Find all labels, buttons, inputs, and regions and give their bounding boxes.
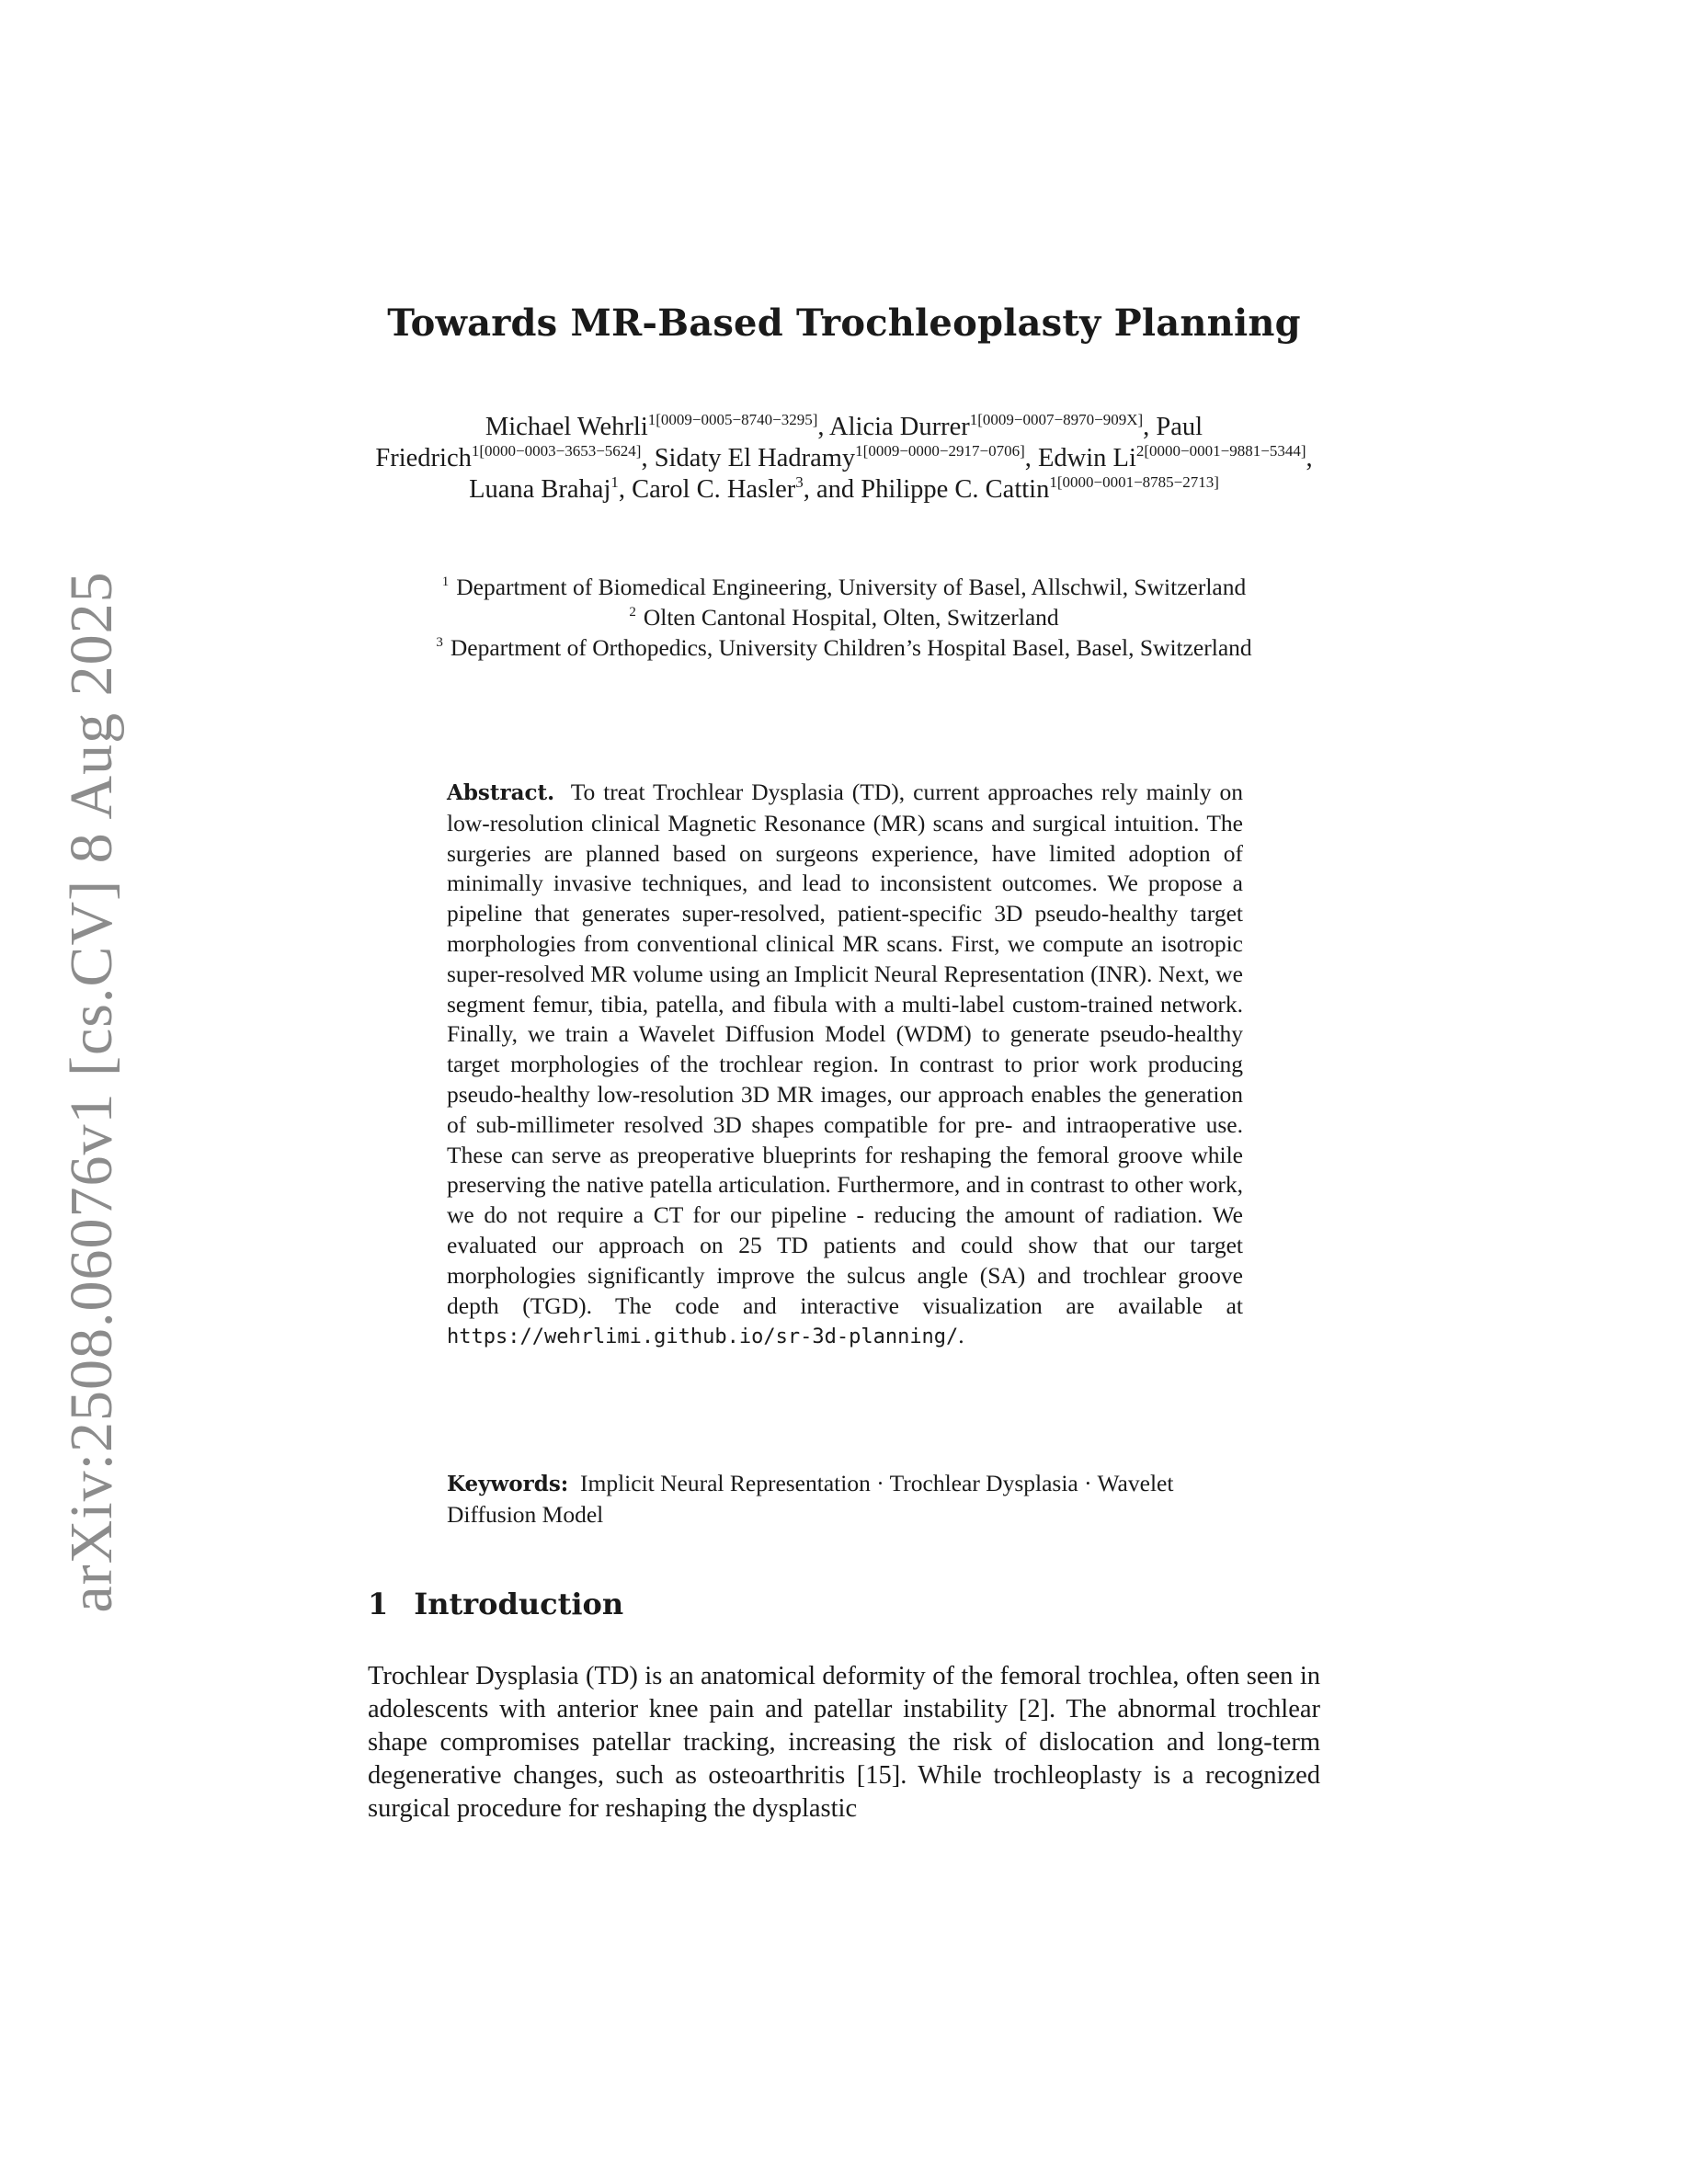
author-orcid: 2[0000−0001−9881−5344] bbox=[1135, 442, 1306, 460]
author: Sidaty El Hadramy$^{1[0009-0000-2917-0706]}$, bbox=[654, 442, 1039, 472]
author: Alicia Durrer$^{1[0009-0007-8970-909X]}$, bbox=[829, 411, 1157, 441]
paper-title: Towards MR-Based Trochleoplasty Planning bbox=[387, 301, 1301, 345]
affiliation-list bbox=[368, 572, 1320, 663]
affiliation: $^2$ Olten Cantonal Hospital, Olten, Switzerland bbox=[629, 604, 1059, 631]
affiliation: $^3$ Department of Orthopedics, University Children’s Hospital Basel, Basel, Switzerland bbox=[436, 634, 1252, 661]
author: Carol C. Hasler$^3$, and bbox=[632, 473, 861, 504]
author-orcid: 1[0009−0007−8970−909X] bbox=[969, 411, 1144, 428]
affiliation-number: 3 bbox=[436, 635, 443, 650]
author: Edwin $Li^{2[0000-0001-9881-5344]}$, bbox=[1038, 442, 1313, 472]
keywords bbox=[447, 1469, 1243, 1530]
section-heading bbox=[368, 1587, 623, 1621]
author: Michael Wehrli$^{1[0009-0005-8740-3295]}$, bbox=[485, 411, 830, 441]
author-orcid: 1[0000−0003−3653−5624] bbox=[471, 442, 642, 460]
author: Philippe C. Cattin$^{1[0000-0001-8785-2713]}$ bbox=[861, 473, 1219, 504]
code-link[interactable]: https://wehrlimi.github.io/sr-3d-planning/ bbox=[447, 1325, 959, 1349]
arxiv-identifier: arXiv:2508.06076v1 [cs.CV] 8 Aug 2025 bbox=[58, 571, 125, 1613]
abstract-text: To treat Trochlear Dysplasia (TD), current approaches rely mainly on low-resolution clinical Magnetic Resonance (MR) scans and surgical intuition. The surgeries are planned based on surgeons experience, have limited adoption of minimally invasive techniques, and lead to inconsistent outcomes. We propose a pipeline that generates super-resolved, patient-specific 3D pseudo-healthy target morphologies from conventional clinical MR scans. First, we compute an isotropic super-resolved MR volume using an Implicit Neural Representation (INR). Next, we segment femur, tibia, patella, and fibula with a multi-label custom-trained network. Finally, we train a Wavelet Diffusion Model (WDM) to generate pseudo-healthy target morphologies of the trochlear region. In contrast to prior work producing pseudo-healthy low-resolution 3D MR images, our approach enables the generation of sub-millimeter resolved 3D shapes compatible for pre- and intraoperative use. These can serve as preoperative blueprints for reshaping the femoral groove while preserving the native patella articulation. Furthermore, and in contrast to other work, we do not require a CT for our pipeline - reducing the amount of radiation. We evaluated our approach on 25 TD patients and could show that our target morphologies significantly improve the sulcus angle (SA) and trochlear groove depth (TGD). The code and interactive visualization are available at bbox=[447, 779, 1243, 1319]
introduction-paragraph: Trochlear Dysplasia (TD) is an anatomical deformity of the femoral trochlea, often seen in adolescents with anterior knee pain and patellar instability [2]. The abnormal trochlear shape compromises patellar tracking, increasing the risk of dislocation and long-term degenerative changes, such as osteoarthritis [15]. While trochleoplasty is a recognized surgical procedure for reshaping the dysplastic bbox=[368, 1662, 1320, 1823]
keywords-label: Keywords: bbox=[447, 1472, 569, 1496]
author-list bbox=[368, 412, 1320, 506]
author: Paul Friedrich$^{1[0000-0003-3653-5624]}$, bbox=[375, 413, 1203, 472]
author-orcid: 1[0000−0001−8785−2713] bbox=[1049, 473, 1219, 491]
author-orcid: 1[0009−0000−2917−0706] bbox=[855, 442, 1025, 460]
author: Luana Brahaj$^1$, bbox=[469, 473, 633, 504]
author-affiliation-mark: 1 bbox=[610, 473, 619, 491]
affiliation: $^1$ Department of Biomedical Engineering, University of Basel, Allschwil, Switzerland bbox=[441, 574, 1247, 600]
section-number: 1 bbox=[368, 1587, 389, 1621]
abstract-label: Abstract. bbox=[447, 780, 555, 805]
abstract: Abstract. To treat Trochlear Dysplasia (TD), current approaches rely mainly on low-resolution clinical Magnetic Resonance (MR) scans and surgical intuition. The surgeries are planned based on surgeons experience, have limited adoption of minimally invasive techniques, and lead to inconsistent outcomes. We propose a pipeline that generates super-resolved, patient-specific 3D pseudo-healthy target morphologies from conventional clinical MR scans. First, we compute an isotropic super-resolved MR volume using an Implicit Neural Representation (INR). Next, we segment femur, tibia, patella, and fibula with a multi-label custom-trained network. Finally, we train a Wavelet Diffusion Model (WDM) to generate pseudo-healthy target morphologies of the trochlear region. In contrast to prior work producing pseudo-healthy low-resolution 3D MR images, our approach enables the generation of sub-millimeter resolved 3D shapes compatible for pre- and intraoperative use. These can serve as preoperative blueprints for reshaping the femoral groove while preserving the native patella articulation. Furthermore, and in contrast to other work, we do not require a CT for our pipeline - reducing the amount of radiation. We evaluated our approach on 25 TD patients and could show that our target morphologies significantly improve the sulcus angle (SA) and trochlear groove depth (TGD). The code and interactive visualization are available at https://wehrlimi.github.io/sr-3d-planning/. bbox=[447, 779, 1243, 1349]
affiliation-number: 2 bbox=[629, 605, 636, 620]
affiliation-number: 1 bbox=[441, 574, 450, 589]
keywords-text: Implicit Neural Representation · Trochlear Dysplasia · Wavelet Diffusion Model bbox=[447, 1470, 1174, 1528]
author-affiliation-mark: 3 bbox=[795, 473, 804, 491]
section-title: Introduction bbox=[414, 1587, 624, 1621]
author-orcid: 1[0009−0005−8740−3295] bbox=[647, 411, 818, 428]
